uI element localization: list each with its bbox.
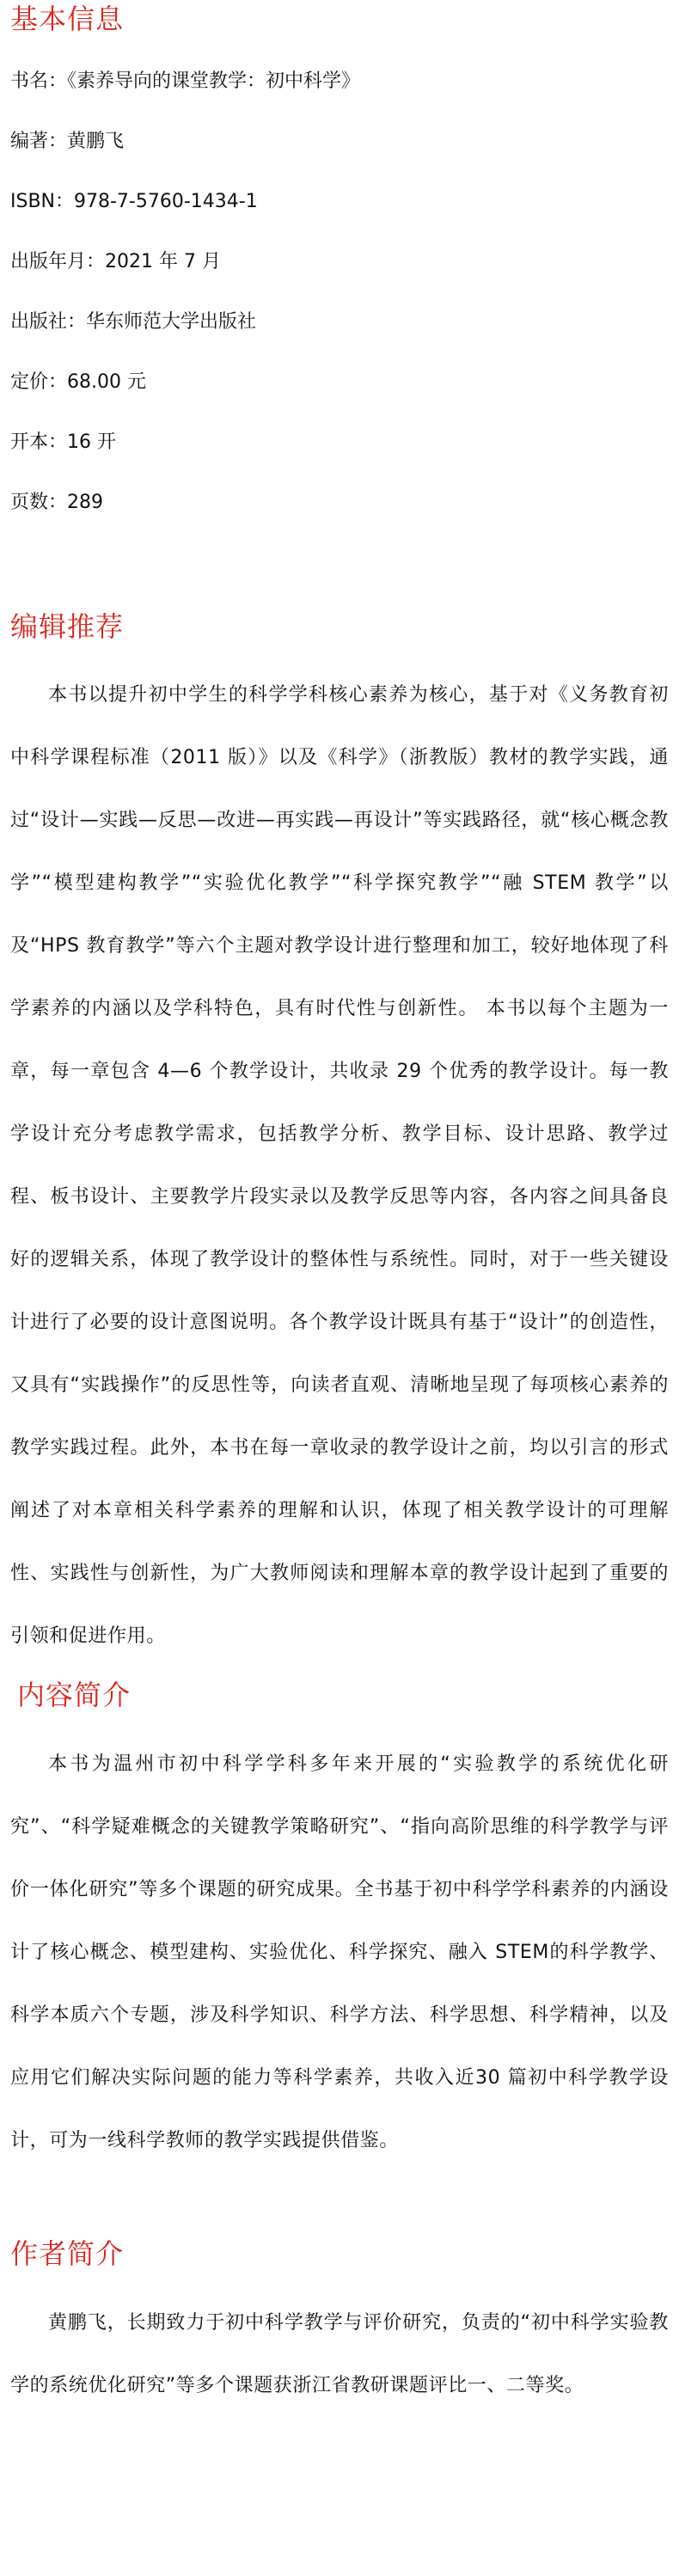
- text-line: 要的设计意图说明。各个教学设计既具有基于“设计”的创造性，又具: [10, 1312, 669, 1396]
- text-line: 的可理解性、实践性与创新性，为广大教师阅读和理解本章的教学设计: [10, 1500, 669, 1584]
- editor-recommendation-paragraph: [10, 664, 669, 1667]
- text-line: 究”、“科学疑难概念的关键教学策略研究”、“指向高阶思维的科学教学: [10, 1816, 630, 1838]
- text-line: 黄鹏飞，长期致力于初中科学教学与评价研究，负责的“初中科学: [48, 2312, 610, 2334]
- text-line: 起到了重要的引领和促进作用。: [10, 1563, 670, 1647]
- info-row-price: 定价：68.00 元: [10, 371, 146, 393]
- text-line: 本书以提升初中学生的科学学科核心素养为核心，基于对《义务教: [48, 684, 630, 706]
- text-line: 育初中科学课程标准（2011 版）》以及《科学》（浙教版）教材的教: [10, 684, 670, 768]
- info-row-book-title: 书名：《素养导向的课堂教学：初中科学》: [10, 70, 361, 92]
- text-line: 奖。: [545, 2375, 584, 2396]
- info-row-format: 开本：16 开: [10, 431, 116, 453]
- section-title-basic-info: 基本信息: [10, 3, 125, 35]
- info-row-pub-date: 出版年月：2021 年 7 月: [10, 251, 221, 272]
- text-line: 与评价一体化研究”等多个课题的研究成果。全书基于初中科学学科素: [10, 1816, 669, 1900]
- text-line: 有“实践操作”的反思性等，向读者直观、清晰地呈现了每项核心素养: [50, 1374, 650, 1396]
- text-line: 的形式阐述了对本章相关科学素养的理解和认识，体现了相关教学设计: [10, 1437, 669, 1521]
- text-line: 探究教学”“融 STEM 教学”以及“HPS 教育教学”等六个主题对教: [10, 872, 669, 957]
- content-intro-paragraph: [10, 1733, 669, 2172]
- text-line: 养的内涵设计了核心概念、模型建构、实验优化、科学探究、融入 STEM: [10, 1879, 669, 1963]
- author-intro-paragraph: [10, 2291, 669, 2417]
- info-row-isbn: ISBN：978-7-5760-1434-1: [10, 191, 258, 212]
- text-line: 体现了教学设计的整体性与系统性。同时，对于一些关键设计进行了必: [10, 1249, 669, 1333]
- text-line: 本书为温州市初中科学学科多年来开展的“实验教学的系统优化研: [48, 1753, 669, 1775]
- section-title-content-intro: 内容简介: [17, 1679, 132, 1711]
- text-line: 学设计进行整理和加工，较好地体现了科学素养的内涵以及学科特色，: [10, 935, 669, 1019]
- content-intro-body: [10, 1733, 669, 2172]
- basic-info-list: [10, 52, 669, 533]
- author-intro-body: [10, 2291, 669, 2417]
- info-row-publisher: 出版社：华东师范大学出版社: [10, 311, 257, 333]
- text-line: 学设计，共收录 29 个优秀的教学设计。每一教学设计充分考虑教学需: [10, 1061, 669, 1145]
- text-line: 的科学教学、科学本质六个专题，涉及科学知识、科学方法、科学思想、: [10, 1942, 669, 2026]
- text-line: 路径，就“核心概念教学”“模型建构教学”“实验优化教学”“科学: [10, 810, 669, 894]
- section-title-author-intro: 作者简介: [10, 2237, 125, 2270]
- info-row-pages: 页数：289: [10, 492, 103, 513]
- editor-recommendation-body: [10, 664, 669, 1667]
- text-line: 学实践，通过“设计—实践—反思—改进—再实践—再设计”等实践: [10, 747, 669, 831]
- info-row-editor: 编著：黄鹏飞: [10, 131, 125, 152]
- text-line: 的教学实践过程。此外，本书在每一章收录的教学设计之前，均以引言: [10, 1374, 669, 1459]
- text-line: 教学片段实录以及教学反思等内容，各内容之间具备良好的逻辑关系，: [10, 1186, 670, 1270]
- text-line: 实验教学的系统优化研究”等多个课题获浙江省教研课题评比一、二等: [10, 2312, 669, 2396]
- text-line: 科学精神，以及应用它们解决实际问题的能力等科学素养，共收入近: [10, 2004, 670, 2089]
- text-line: 30 篇初中科学教学设计，可为一线科学教师的教学实践提供借鉴。: [10, 2067, 669, 2151]
- text-line: 具有时代性与创新性。 本书以每个主题为一章，每一章包含 4—6 个教: [10, 998, 669, 1082]
- text-line: 求，包括教学分析、教学目标、设计思路、教学过程、板书设计、主要: [10, 1123, 669, 1208]
- section-title-editor-recommendation: 编辑推荐: [10, 610, 125, 643]
